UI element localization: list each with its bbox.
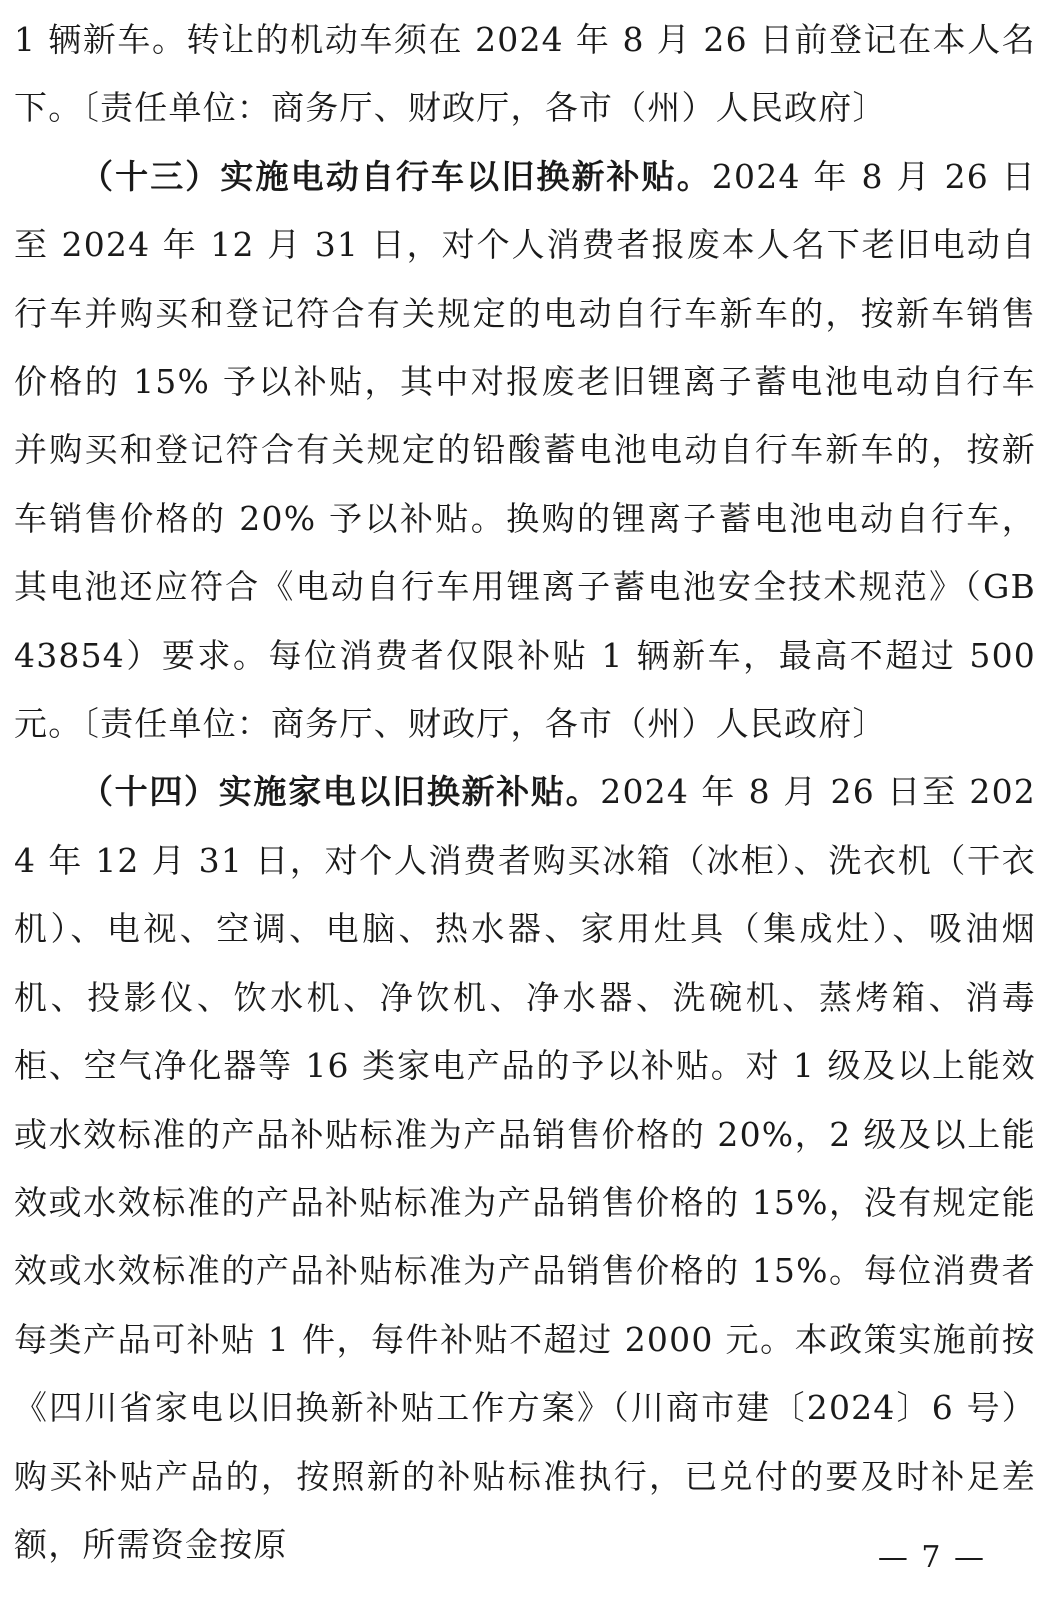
paragraph-section-14 [14, 758, 1036, 1579]
document-page [14, 6, 1036, 1579]
paragraph-continuation [14, 6, 1036, 143]
paragraph-text: 2024 年 8 月 26 日至 2024 年 12 月 31 日，对个人消费者报废本人名下老旧电动自行车并购买和登记符合有关规定的电动自行车新车的，按新车销售价格的 15% 予以补贴，其中对报废老旧锂离子蓄电池电动自行车并购买和登记符合有关规定的铅酸蓄电池电动自行车新车的，按新车销售价格的 20% 予以补贴。换购的锂离子蓄电池电动自行车，其电池还应符合《电动自行车用锂离子蓄电池安全技术规范》（GB 43854）要求。每位消费者仅限补贴 1 辆新车，最高不超过 500 元。〔责任单位：商务厅、财政厅，各市（州）人民政府〕 [14, 156, 1036, 744]
paragraph-section-13 [14, 143, 1036, 759]
paragraph-text: 2024 年 8 月 26 日至 2024 年 12 月 31 日，对个人消费者购买冰箱（冰柜）、洗衣机（干衣机）、电视、空调、电脑、热水器、家用灶具（集成灶）、吸油烟机、投影仪、饮水机、净饮机、净水器、洗碗机、蒸烤箱、消毒柜、空气净化器等 16 类家电产品的予以补贴。对 1 级及以上能效或水效标准的产品补贴标准为产品销售价格的 20%，2 级及以上能效或水效标准的产品补贴标准为产品销售价格的 15%，没有规定能效或水效标准的产品补贴标准为产品销售价格的 15%。每位消费者每类产品可补贴 1 件，每件补贴不超过 2000 元。本政策实施前按《四川省家电以旧换新补贴工作方案》（川商市建〔2024〕6 号）购买补贴产品的，按照新的补贴标准执行，已兑付的要及时补足差额，所需资金按原 [14, 772, 1036, 1564]
section-heading: （十三）实施电动自行车以旧换新补贴。 [80, 156, 712, 196]
section-heading: （十四）实施家电以旧换新补贴。 [80, 772, 601, 812]
paragraph-text: 1 辆新车。转让的机动车须在 2024 年 8 月 26 日前登记在本人名下。〔责任单位：商务厅、财政厅，各市（州）人民政府〕 [14, 20, 1036, 128]
page-number: — 7 — [877, 1540, 986, 1575]
